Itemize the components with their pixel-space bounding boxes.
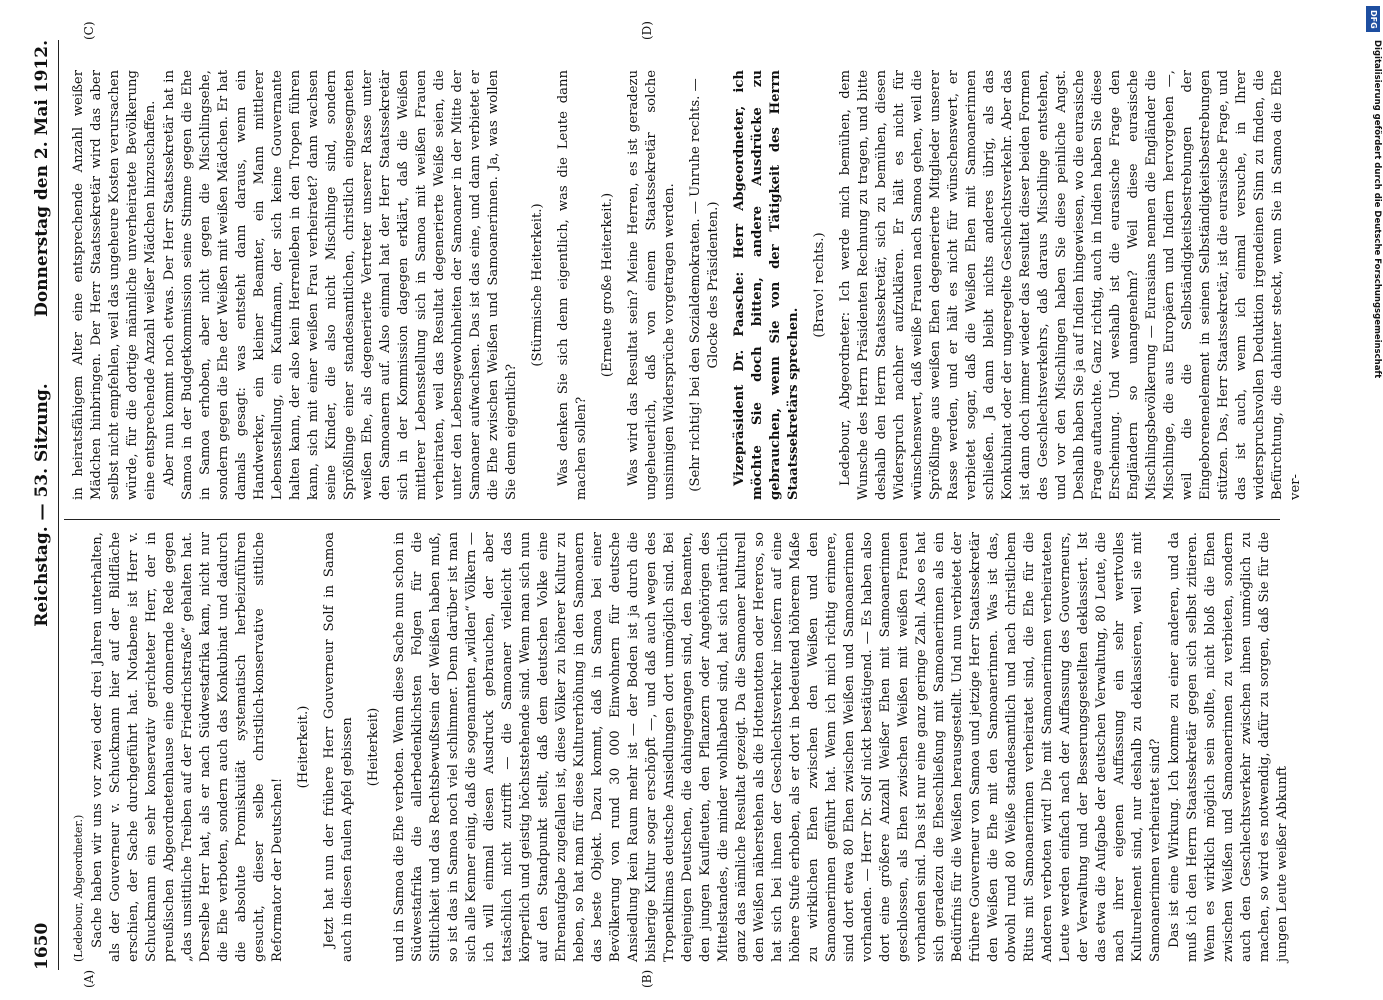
header-rule bbox=[58, 40, 59, 970]
interjection: (Heiterkeit.) bbox=[296, 705, 311, 789]
paragraph: Sache haben wir uns vor zwei oder drei Jahren unterhalten, als der Gouverneur v. Schuckmann hier auf der Bildfläche erschien, der Sache durchgeführt hat. Notabene ist Herr v. Schuckmann ein sehr konservativ gerichteter Herr, der in preußischen Abgeordnetenhause eine donnernde Rede gegen „das unsittliche Treiben auf der Friedrichstraße“ gehalten hat. Derselbe Herr hat, als er nach Südwestafrika kam, nicht nur die Ehe verboten, sondern auch das Konkubinat und dadurch die absolute Promiskuität systematisch herbeizuführen gesucht, dieser selbe christlich-konservative sittliche Reformator der Deutschen! bbox=[90, 532, 285, 962]
funding-note: Digitalisierung gefördert durch die Deutsche Forschungsgemeinschaft bbox=[1372, 40, 1382, 379]
speaker-continuation: (Ledebour, Abgeordneter.) bbox=[72, 814, 85, 962]
right-column bbox=[70, 70, 1303, 500]
margin-marker-a: (A) bbox=[82, 969, 96, 988]
page-number: 1650 bbox=[32, 922, 52, 970]
margin-marker-d: (D) bbox=[640, 21, 654, 40]
header-title: Reichstag. — 53. Sitzung. bbox=[32, 383, 52, 627]
margin-marker-b: (B) bbox=[640, 969, 654, 988]
interjection: (Bravo! rechts.) bbox=[812, 232, 827, 338]
margin-marker-c: (C) bbox=[82, 21, 96, 40]
president-remark: Vizepräsident Dr. Paasche: Herr Abgeordneter, ich möchte Sie doch bitten, andere Ausdrücke zu gebrauchen, wenn Sie von der Tätigkeit des Herrn Staatssekretärs sprechen. bbox=[732, 70, 801, 500]
interjection: (Sehr richtig! bei den Sozialdemokraten. — Unruhe rechts. — Glocke des Präsidenten.) bbox=[688, 78, 721, 492]
interjection: (Erneute große Heiterkeit.) bbox=[600, 192, 615, 378]
interjection: (Heiterkeit) bbox=[366, 707, 381, 787]
paragraph: Jetzt hat nun der frühere Herr Gouverneur Solf in Samoa auch in diesen faulen Apfel gebissen bbox=[322, 532, 355, 962]
paragraph: Was denken Sie sich denn eigentlich, was die Leute dann machen sollen? bbox=[556, 70, 589, 500]
interjection: (Stürmische Heiterkeit.) bbox=[530, 203, 545, 367]
paragraph: und in Samoa die Ehe verboten. Wenn diese Sache nun schon in Südwestafrika die allerbedenklichsten Folgen für die Sittlichkeit und das Rechtsbewußtsein der Weißen haben muß, so ist das in Samoa noch viel schlimmer. Denn darüber ist man sich alle Kenner einig, daß die sogenannten „wilden“ Völkern — ich will einmal diesen Ausdruck gebrauchen, der aber tatsächlich nicht zutrifft — die Samoaner vielleicht das körperlich und geistig höchststehende sind. Wenn man sich nun auf den Standpunkt stellt, daß dem deutschen Volke eine Ehrenaufgabe zugefallen ist, diese Völker zu höherer Kultur zu heben, so hat man für diese Kulturerhöhung in den Samoanern das beste Objekt. Dazu kommt, daß in Samoa bei einer Bevölkerung von rund 30 000 Einwohnern für deutsche Ansiedlung kein Raum mehr ist — der Boden ist ja durch die bisherige Kultur sogar erschöpft —, und daß auch wegen des Tropenklimas deutsche Ansiedlungen dort unmöglich sind. Bei denjenigen Deutschen, die dahingegangen sind, den Beamten, den jungen Kaufleuten, den Pflanzern oder Angehörigen des Mittelstandes, die minder wohlhabend sind, hat sich natürlich ganz das nämliche Resultat gezeigt. Da die Samoaner kulturell den Weißen näherstehen als die Hottentotten oder Hereros, so hat sich bei ihnen der Geschlechtsverkehr insofern auf eine höhere Stufe erhoben, als er dort in bedeutend höherem Maße zu wirklichen Ehen zwischen den Weißen und den Samoanerinnen geführt hat. Wenn ich mich richtig erinnere, sind dort etwa 80 Ehen zwischen Weißen und Samoanerinnen vorhanden. — Herr Dr. Solf nickt bestätigend. — Es haben also dort eine größere Anzahl Weißer Ehen mit Samoanerinnen geschlossen, als Ehen zwischen Weißen mit weißen Frauen vorhanden sind. Das ist nur eine ganz geringe Zahl. Also es hat sich geradezu die Eheschließung mit Samoanerinnen als ein Bedürfnis für die Weißen herausgestellt. Und nun verbietet der frühere Gouverneur von Samoa und jetzige Herr Staatssekretär den Weißen die Ehe mit den Samoanerinnen. Was ist das, obwohl rund 80 Weiße standesamtlich und nach christlichem Ritus mit Samoanerinnen verheiratet sind, die Ehe für die Anderen verboten wird! Die mit Samoanerinnen verheirateten Leute werden einfach nach der Auffassung des Gouverneurs, der Verwaltung und der Besserungsgestellten deklassiert. Ist das etwa die Aufgabe der deutschen Verwaltung, 80 Leute, die nach ihrer eigenen Auffassung ein sehr wertvolles Kulturelement sind, nur deshalb zu deklassieren, weil sie mit Samoanerinnen verheiratet sind? bbox=[392, 532, 1163, 962]
paragraph: Aber nun kommt noch etwas. Der Herr Staatssekretär hat in Samoa in der Budgetkommission seine Stimme gegen die Ehe in Samoa erhoben, aber nicht gegen die Mischlingsehe, sondern gegen die Ehe der Weißen mit weißen Mädchen. Er hat damals gesagt: was entsteht dann daraus, wenn ein Handwerker, ein kleiner Beamter, ein Mann mittlerer Lebensstellung, ein Kaufmann, der sich keine Gouvernante halten kann, der also kein Herrenleben in den Tropen führen kann, sich mit einer weißen Frau verheiratet? dann wachsen seine Kinder, die also nicht Mischlinge sind, sondern Sprößlinge einer standesamtlichen, christlich eingesegneten weißen Ehe, als degenerierte Vertreter unserer Rasse unter den Samoanern auf. Also einmal hat der Herr Staatssekretär sich in der Kommission dagegen erklärt, daß die Weißen mittlerer Lebensstellung sich in Samoa mit weißen Frauen verheiraten, weil das Resultat degenerierte Weiße seien, die unter den Lebensgewohnheiten der Samoaner in der Mitte der Samoaner aufwachsen. Das ist das eine, und dann verbietet er die Ehe zwischen Weißen und Samoanerinnen. Ja, was wollen Sie denn eigentlich? bbox=[162, 70, 519, 500]
paragraph: Das ist eine Wirkung. Ich komme zu einer anderen, und da muß ich den Herrn Staatssekretär gegen sich selbst zitieren. Wenn es wirklich möglich sein sollte, nicht bloß die Ehen zwischen Weißen und Samoanerinnen zu verbieten, sondern auch den Geschlechtsverkehr zwischen ihnen unmöglich zu machen, so wird es notwendig, dafür zu sorgen, daß Sie für die jungen Leute weißer Abkunft bbox=[1167, 532, 1290, 962]
paragraph: in heiratsfähigem Alter eine entsprechende Anzahl weißer Mädchen hinbringen. Der Herr Staatssekretär wird das aber selbst nicht empfehlen, weil das ungeheure Kosten verursachen würde, für die dortige männliche unverheiratete Bevölkerung eine entsprechende Anzahl weißer Mädchen hinzuschaffen. bbox=[71, 70, 158, 500]
paragraph: Ledebour, Abgeordneter: Ich werde mich bemühen, dem Wunsche des Herrn Präsidenten Rechnung zu tragen, und bitte deshalb den Herrn Staatssekretär, sich zu bemühen, diesen Widerspruch nachher aufzuklären. Er hält es nicht für wünschenswert, daß weiße Frauen nach Samoa gehen, weil die Sprößlinge aus weißen Ehen degenerierte Mitglieder unserer Rasse werden, und er hält es nicht für wünschenswert, er verbietet sogar, daß die Weißen Ehen mit Samoanerinnen schließen. Ja dann bleibt nichts anderes übrig, als das Konkubinat oder der ungeregelte Geschlechtsverkehr. Aber das ist dann doch immer wieder das Resultat dieser beiden Formen des Geschlechtsverkehrs, daß daraus Mischlinge entstehen, und vor den Mischlingen haben Sie diese peinliche Angst. Deshalb haben Sie ja auf Indien hingewiesen, wo die eurasische Frage auftauchte. Ganz richtig, auch in Indien haben Sie diese Erscheinung. Und weshalb ist die eurasische Frage den Engländern so unangenehm? Weil diese eurasische Mischlingsbevölkerung — Eurasians nennen die Engländer die Mischlinge, die aus Europäern und Indiern hervorgehen —, weil die die Selbständigkeitsbestrebungen der Eingeborenenelement in seinen Selbständigkeitsbestrebungen stützen. Das, Herr Staatssekretär, ist die eurasische Frage, und das ist auch, wenn ich einmal versuche, in Ihrer widerspruchsvollen Deduktion irgendeinen Sinn zu finden, die Befürchtung, die dahinter steckt, wenn Sie in Samoa die Ehe ver- bbox=[838, 70, 1303, 500]
header-date: Donnerstag den 2. Mai 1912. bbox=[32, 40, 52, 317]
column-divider bbox=[64, 519, 1280, 520]
dfg-logo: DFG bbox=[1366, 6, 1380, 32]
left-column bbox=[70, 532, 1290, 962]
paragraph: Was wird das Resultat sein? Meine Herren, es ist geradezu ungeheuerlich, daß von einem Staatssekretär solche unsinnigen Widersprüche vorgetragen werden. bbox=[626, 70, 677, 500]
